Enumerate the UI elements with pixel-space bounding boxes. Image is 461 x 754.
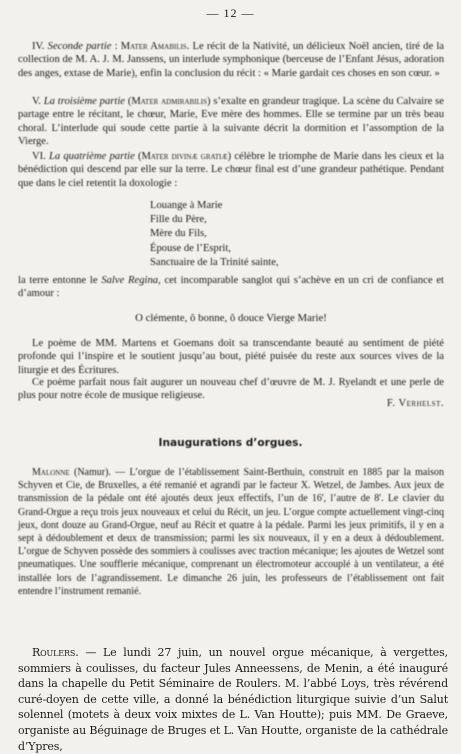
- verse-line: Fille du Père,: [150, 214, 207, 226]
- part-v-paragraph: V. La troisième partie (Mater admirabilis) s’exalte en grandeur tragique. La scène du Calvaire se partage entre le récitant, le chœur, Marie, Eve mère des hommes. Elle se termine par un très beau choral. L’interlude qui soude cette partie à la suivante décrit la dormition et l’assomption de la Vierge.: [18, 96, 444, 148]
- conclusion-paragraph-2: Ce poème parfait nous fait augurer un nouveau chef d’œuvre de M. J. Ryelandt et une perle de plus pour notre école de musique religieuse.: [18, 377, 444, 402]
- conclusion-paragraph-1: Le poème de MM. Martens et Goemans doit sa transcendante beauté au sentiment de piété profonde qui l’inspire et le soutient jusqu’au bout, piété puisée du reste aux sources vives de la liturgie et des Écritures.: [18, 338, 444, 376]
- part-vi-paragraph: VI. La quatrième partie (Mater divinæ gratiæ) célèbre le triomphe de Marie dans les cieux et la bénédiction qui descend par elle sur la terre. Le chœur final est d’une grandeur pathétique. Pendant que dans le ciel retentit la doxologie :: [18, 151, 444, 189]
- malonne-paragraph: Malonne (Namur). — L’orgue de l’établissement Saint-Berthuin, construit en 1885 par la maison Schyven et Cie, de Bruxelles, a été remanié et agrandi par le facteur X. Wetzel, de Jambes. Aux jeux de transmission de la pédale ont été ajoutés deux jeux effectifs, l’un de 16', l’autre de 8'. Le clavier du Grand-Orgue a reçu trois jeux nouveaux et celui du Récit, un jeu. L’orgue compte actuellement vingt-cinq jeux, dont douze au Grand-Orgue, neuf au Récit et quatre à la pédale. Parmi les jeux primitifs, il y en a sept à dédoublement et deux de transmission; parmi les six nouveaux, il y en a deux à dédoublement. L’orgue de Schyven possède des sommiers à coulisses avec traction mécanique; les ajoutes de Wetzel sont pneumatiques. Une soufflerie mécanique, comprenant un électromoteur accouplé à un ventilateur, a été installée lors de l’agrandissement. Le dimanche 26 juin, les professeurs de l’établissement ont fait entendre l’instrument remanié.: [18, 467, 445, 597]
- verse-line: Louange à Marie: [150, 200, 223, 211]
- verse-line: Mère du Fils,: [150, 228, 207, 240]
- section-title: Inaugurations d’orgues.: [158, 437, 303, 449]
- page-number: — 12 —: [206, 6, 255, 20]
- verse-line: Sanctuaire de la Trinité sainte,: [150, 256, 279, 268]
- part-iv-paragraph: IV. Seconde partie : Mater Amabilis. Le récit de la Nativité, un délicieux Noël ancien, tiré de la collection de M. A. J. M. Janssens, un interlude symphonique (berceuse de l’Enfant Jésus, adoration des anges, extase de Marie), enfin la conclusion du récit : « Marie gardait ces choses en son cœur. »: [18, 41, 444, 79]
- author-signature: F. Verhelst.: [386, 398, 444, 409]
- salve-regina-paragraph: la terre entonne le Salve Regina, cet incomparable sanglot qui s’achève en un cri de confiance et d’amour :: [18, 275, 444, 300]
- roulers-paragraph: Roulers. — Le lundi 27 juin, un nouvel orgue mécanique, à vergettes, sommiers à coulisses, du facteur Jules Anneessens, de Menin, a été inauguré dans la chapelle du Petit Séminaire de Roulers. M. l’abbé Loys, très révérend curé-doyen de cette ville, a donné la bénédiction liturgique suivie d’un Salut solennel (motets à deux voix mixtes de L. Van Houtte); puis MM. De Graeve, organiste au Béguinage de Bruges et L. Van Houtte, organiste de la cathédrale d’Ypres,: [18, 646, 448, 753]
- verse-line: Épouse de l’Esprit,: [150, 242, 231, 254]
- doxology-verse: [150, 199, 400, 270]
- exclamation-line: O clémente, ô bonne, ô douce Vierge Marie!: [135, 312, 327, 324]
